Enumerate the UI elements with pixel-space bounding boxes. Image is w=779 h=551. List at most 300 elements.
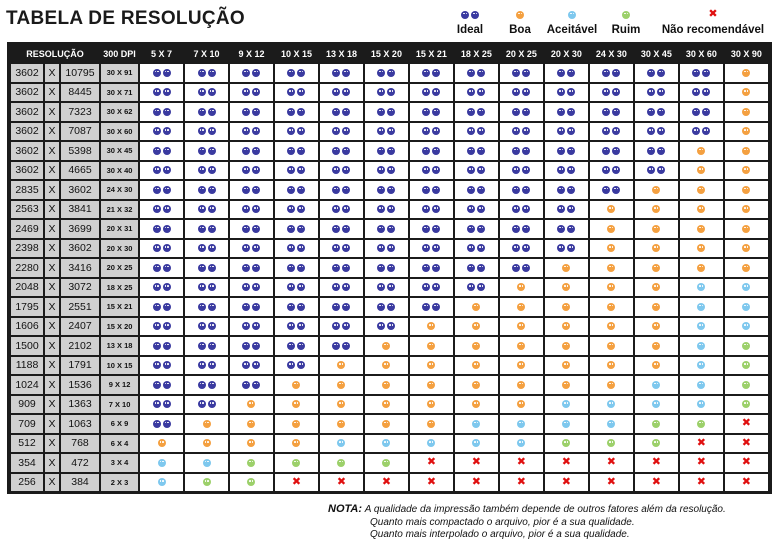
ideal-icon [140,357,183,375]
boa-icon [725,240,768,258]
boa-icon [635,259,678,277]
ideal-icon [455,162,498,180]
header-size: 13 X 18 [320,46,363,62]
times-sign: X [45,201,59,219]
ideal-icon [365,298,408,316]
rating-cell [185,435,228,453]
rating-cell [275,415,318,433]
ideal-icon [230,220,273,238]
rating-cell [725,162,768,180]
table-row [11,103,768,121]
rating-cell [725,64,768,82]
ideal-icon [545,240,588,258]
boa-icon [502,8,538,21]
rating-cell [500,240,543,258]
ideal-icon [545,220,588,238]
rating-cell [455,84,498,102]
rating-cell [635,123,678,141]
rating-cell [410,259,453,277]
header-size: 9 X 12 [230,46,273,62]
rating-cell [230,123,273,141]
rating-cell [410,357,453,375]
rating-cell [230,318,273,336]
rating-cell [320,415,363,433]
ideal-icon [140,240,183,258]
ideal-icon [455,64,498,82]
boa-icon [500,318,543,336]
rating-cell [230,279,273,297]
rating-cell [185,162,228,180]
rating-cell [410,103,453,121]
ideal-icon [140,123,183,141]
boa-icon [725,103,768,121]
ideal-icon [230,298,273,316]
height-px: 3416 [61,259,99,277]
boa-icon [140,435,183,453]
boa-icon [500,357,543,375]
header-size: 20 X 25 [500,46,543,62]
ideal-icon [140,162,183,180]
rating-cell [455,279,498,297]
ideal-icon [365,123,408,141]
table-row [11,376,768,394]
boa-icon [590,357,633,375]
rating-cell [545,474,588,492]
print-size: 30 X 71 [101,84,138,102]
ideal-icon [230,142,273,160]
aceitavel-icon [680,357,723,375]
print-size: 18 X 25 [101,279,138,297]
rating-cell [230,435,273,453]
print-size: 15 X 21 [101,298,138,316]
boa-icon [320,357,363,375]
x-mark-icon: ✖ [651,475,661,488]
x-mark-icon: ✖ [741,436,752,449]
ideal-icon [185,64,228,82]
rating-cell [635,201,678,219]
rating-cell [410,181,453,199]
ideal-icon [590,142,633,160]
ideal-icon [185,396,228,414]
boa-icon [635,357,678,375]
width-px: 2835 [11,181,43,199]
ruim-icon [230,474,273,492]
height-px: 4665 [61,162,99,180]
rating-cell [410,123,453,141]
ideal-icon [635,142,678,160]
rating-cell [410,318,453,336]
x-mark-icon: ✖ [696,436,706,449]
rating-cell [545,435,588,453]
boa-icon [680,220,723,238]
boa-icon [725,162,768,180]
rating-cell [725,337,768,355]
rating-cell [365,474,408,492]
aceitavel-icon [590,415,633,433]
rating-cell [410,162,453,180]
rating-cell [185,103,228,121]
ideal-icon [320,259,363,277]
table-row [11,357,768,375]
rating-cell [230,240,273,258]
ideal-icon [455,201,498,219]
rating-cell [725,396,768,414]
rating-cell [410,337,453,355]
boa-icon [275,396,318,414]
rating-cell [140,298,183,316]
rating-cell [635,220,678,238]
rating-cell [500,279,543,297]
rating-cell [410,84,453,102]
rating-cell [320,474,363,492]
ideal-icon [410,259,453,277]
ideal-icon [185,162,228,180]
ideal-icon [185,201,228,219]
ideal-icon [140,64,183,82]
rating-cell [230,162,273,180]
rating-cell [140,318,183,336]
rating-cell [185,240,228,258]
rating-cell [545,259,588,277]
width-px: 3602 [11,123,43,141]
ideal-icon [500,123,543,141]
times-sign: X [45,454,59,472]
rating-cell [320,318,363,336]
times-sign: X [45,474,59,492]
ideal-icon [140,298,183,316]
times-sign: X [45,396,59,414]
rating-cell [680,474,723,492]
boa-icon [455,376,498,394]
rating-cell [635,415,678,433]
rating-cell [230,142,273,160]
rating-cell [545,84,588,102]
ideal-icon [140,279,183,297]
rating-cell [590,181,633,199]
boa-icon [365,357,408,375]
rating-cell [140,259,183,277]
aceitavel-icon [680,337,723,355]
aceitavel-icon [635,376,678,394]
rating-cell [320,181,363,199]
ideal-icon [635,103,678,121]
rating-cell [410,142,453,160]
ideal-icon [545,103,588,121]
rating-cell [680,279,723,297]
ideal-icon [545,84,588,102]
boa-icon [365,337,408,355]
ideal-icon [140,318,183,336]
rating-cell [590,298,633,316]
ideal-icon [410,84,453,102]
rating-cell [545,123,588,141]
table-row [11,318,768,336]
rating-cell [725,240,768,258]
width-px: 3602 [11,142,43,160]
table-row [11,337,768,355]
rating-cell [140,376,183,394]
ideal-icon [590,103,633,121]
rating-cell [545,376,588,394]
rating-cell [725,84,768,102]
boa-icon [455,357,498,375]
rating-cell [320,396,363,414]
aceitavel-icon [500,435,543,453]
ideal-icon [410,123,453,141]
ideal-icon [275,298,318,316]
rating-cell [230,396,273,414]
rating-cell [500,435,543,453]
rating-cell [500,318,543,336]
rating-cell [635,298,678,316]
height-px: 384 [61,474,99,492]
rating-cell [455,64,498,82]
table-row [11,220,768,238]
boa-icon [545,376,588,394]
times-sign: X [45,318,59,336]
ideal-icon [275,337,318,355]
ideal-icon [500,201,543,219]
rating-cell [590,435,633,453]
ruim-icon [725,376,768,394]
aceitavel-icon [542,8,602,21]
header-size: 30 X 90 [725,46,768,62]
rating-cell [140,396,183,414]
rating-cell [635,240,678,258]
table-row [11,298,768,316]
ideal-icon [320,240,363,258]
rating-cell [635,474,678,492]
note-line-1: A qualidade da impressão também depende de outros fatores além da resolução. [364,504,726,515]
rating-cell [275,337,318,355]
rating-cell [590,201,633,219]
boa-icon [410,318,453,336]
table-row [11,259,768,277]
rating-cell [635,357,678,375]
ideal-icon [545,162,588,180]
rating-cell [275,103,318,121]
rating-cell [230,376,273,394]
rating-cell [500,220,543,238]
rating-cell [410,415,453,433]
ideal-icon [230,84,273,102]
rating-cell [590,142,633,160]
ideal-icon [140,259,183,277]
legend-boa [502,8,538,36]
ideal-icon [230,240,273,258]
ideal-icon [185,84,228,102]
ideal-icon [275,84,318,102]
table-row [11,181,768,199]
rating-cell [230,201,273,219]
x-mark-icon: ✖ [741,475,752,488]
rating-cell [500,454,543,472]
boa-icon [680,181,723,199]
rating-cell [185,64,228,82]
aceitavel-icon [140,474,183,492]
x-mark-icon: ✖ [516,456,526,469]
rating-cell [545,279,588,297]
height-px: 3602 [61,240,99,258]
rating-cell [500,201,543,219]
rating-cell [545,337,588,355]
boa-icon [500,337,543,355]
ideal-icon [500,240,543,258]
ideal-icon [365,220,408,238]
rating-cell [455,162,498,180]
rating-cell [725,454,768,472]
rating-cell [320,240,363,258]
table-row [11,123,768,141]
print-size: 30 X 91 [101,64,138,82]
ideal-icon [410,279,453,297]
print-size: 30 X 60 [101,123,138,141]
rating-cell [410,201,453,219]
boa-icon [230,435,273,453]
rating-cell [455,318,498,336]
rating-cell [230,103,273,121]
rating-cell [140,337,183,355]
ideal-icon [320,279,363,297]
rating-cell [230,64,273,82]
rating-cell [590,123,633,141]
table-row [11,84,768,102]
times-sign: X [45,337,59,355]
boa-icon [590,220,633,238]
boa-icon [635,337,678,355]
ideal-icon [455,84,498,102]
rating-cell [365,123,408,141]
times-sign: X [45,357,59,375]
boa-icon [275,376,318,394]
width-px: 354 [11,454,43,472]
boa-icon [410,337,453,355]
rating-cell [635,142,678,160]
rating-cell [545,454,588,472]
rating-cell [590,337,633,355]
ideal-icon [185,123,228,141]
rating-cell [185,201,228,219]
ideal-icon [320,318,363,336]
ideal-icon [590,123,633,141]
height-px: 768 [61,435,99,453]
table-row [11,435,768,453]
note-label: NOTA: [328,503,363,515]
ideal-icon [140,201,183,219]
boa-icon [545,279,588,297]
rating-cell [455,220,498,238]
ideal-icon [275,279,318,297]
rating-cell [500,474,543,492]
boa-icon [725,64,768,82]
rating-cell [275,376,318,394]
rating-cell [680,64,723,82]
boa-icon [635,318,678,336]
height-px: 2407 [61,318,99,336]
footnote [328,503,726,542]
rating-cell [140,181,183,199]
legend-boa-label: Boa [509,24,531,36]
boa-icon [590,259,633,277]
ideal-icon [320,181,363,199]
boa-icon [185,435,228,453]
ideal-icon [500,259,543,277]
boa-icon [365,396,408,414]
boa-icon [635,298,678,316]
ruim-icon [320,454,363,472]
x-mark-icon: ✖ [708,8,718,20]
rating-cell [680,376,723,394]
times-sign: X [45,298,59,316]
boa-icon [725,201,768,219]
height-px: 472 [61,454,99,472]
rating-cell [365,435,408,453]
width-px: 1606 [11,318,43,336]
ideal-icon [185,279,228,297]
print-size: 15 X 20 [101,318,138,336]
legend-ruim-label: Ruim [611,24,641,36]
rating-cell [545,415,588,433]
header-dpi: 300 DPI [101,46,138,62]
rating-cell [725,318,768,336]
rating-cell [500,162,543,180]
rating-cell [230,415,273,433]
boa-icon [635,279,678,297]
rating-cell [590,396,633,414]
height-px: 5398 [61,142,99,160]
width-px: 512 [11,435,43,453]
rating-cell [680,357,723,375]
times-sign: X [45,279,59,297]
rating-cell [680,454,723,472]
print-size: 7 X 10 [101,396,138,414]
table-header-row [11,46,768,62]
ideal-icon [230,103,273,121]
rating-cell [140,142,183,160]
ideal-icon [455,259,498,277]
height-px: 2102 [61,337,99,355]
rating-cell [635,376,678,394]
boa-icon [680,259,723,277]
ideal-icon [365,162,408,180]
ruim-icon [230,454,273,472]
boa-icon [725,84,768,102]
ideal-icon [185,220,228,238]
rating-cell [635,396,678,414]
boa-icon [410,396,453,414]
rating-cell [320,162,363,180]
rating-cell [500,396,543,414]
ideal-icon [230,123,273,141]
rating-cell [185,279,228,297]
rating-cell [455,103,498,121]
ideal-icon [365,240,408,258]
rating-cell [725,123,768,141]
ideal-icon [230,376,273,394]
times-sign: X [45,84,59,102]
rating-cell [455,415,498,433]
ideal-icon [455,240,498,258]
rating-cell [185,123,228,141]
ideal-icon [545,201,588,219]
rating-cell [590,220,633,238]
boa-icon [365,415,408,433]
ideal-icon [140,415,183,433]
rating-cell [500,337,543,355]
height-px: 7087 [61,123,99,141]
rating-cell [320,123,363,141]
rating-cell [590,357,633,375]
